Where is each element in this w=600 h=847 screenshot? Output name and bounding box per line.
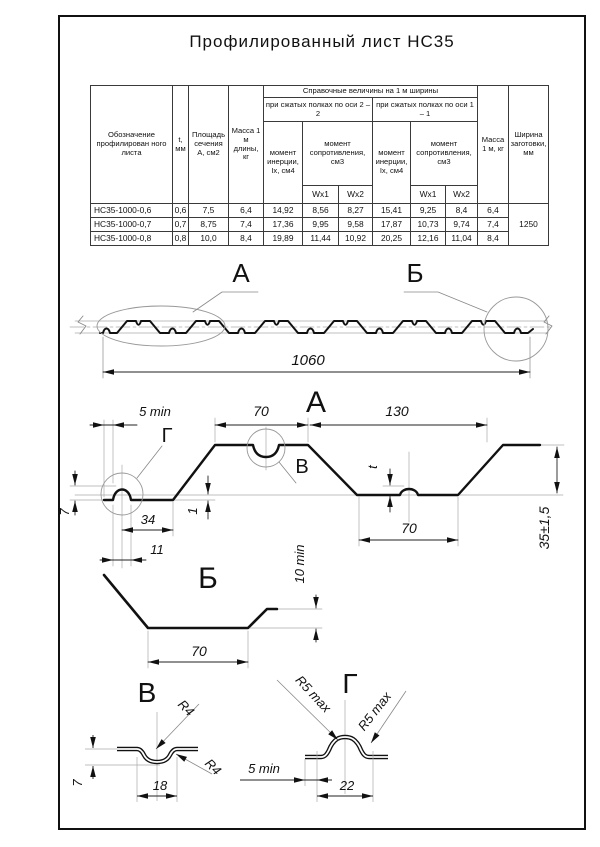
table-cell: 8,4 xyxy=(229,232,264,246)
table-cell: 0,7 xyxy=(173,218,189,232)
table-cell: НС35-1000-0,6 xyxy=(91,204,173,218)
table-cell: 0,8 xyxy=(173,232,189,246)
dim-pitch: 130 xyxy=(385,403,409,419)
dim-bump-height: 7 xyxy=(57,508,72,516)
dim-edge-min: 5 min xyxy=(139,404,171,419)
table-cell: 6,4 xyxy=(229,204,264,218)
col-mass-length: Масса 1 м длины, кг xyxy=(229,86,264,204)
table-cell: 7,5 xyxy=(189,204,229,218)
dim-bottom-flange: 70 xyxy=(401,520,417,536)
table-cell: 12,16 xyxy=(411,232,446,246)
dim-34: 34 xyxy=(140,512,156,527)
section-a-title: А xyxy=(305,386,327,419)
dim-g-edge: 5 min xyxy=(248,761,280,776)
table-cell: 7,4 xyxy=(229,218,264,232)
table-cell: 0,6 xyxy=(173,204,189,218)
dim-offset-1: 1 xyxy=(185,507,200,515)
col-inertia-11: момент инерции, Ix, см4 xyxy=(373,122,411,204)
table-cell: 19,89 xyxy=(264,232,303,246)
table-cell: 7,4 xyxy=(478,218,509,232)
blank-width-cell: 1250 xyxy=(509,204,549,246)
table-cell: 8,27 xyxy=(339,204,373,218)
table-cell: 10,92 xyxy=(339,232,373,246)
dim-b-flange: 70 xyxy=(191,643,207,659)
table-cell: 15,41 xyxy=(373,204,411,218)
table-cell: 9,95 xyxy=(303,218,339,232)
callout-b-label: Б xyxy=(406,258,424,288)
section-a-ref-g: Г xyxy=(161,425,173,447)
table-cell: 10,0 xyxy=(189,232,229,246)
table-cell: 20,25 xyxy=(373,232,411,246)
col-wx1-11: Wx1 xyxy=(411,186,446,204)
col-inertia-22: момент инерции, Ix, см4 xyxy=(264,122,303,204)
dim-g-r1: R5 max xyxy=(292,672,335,716)
col-reference-span: Справочные величины на 1 м ширины xyxy=(264,86,478,98)
section-b-title: Б xyxy=(198,562,218,595)
col-area: Площадь сечения А, см2 xyxy=(189,86,229,204)
section-a-ref-v: В xyxy=(295,456,309,478)
col-mass: Масса 1 м, кг xyxy=(478,86,509,204)
section-a xyxy=(57,386,564,568)
dim-v-r1: R4 xyxy=(175,696,198,719)
table-cell: 8,56 xyxy=(303,204,339,218)
dim-lip-min: 10 min xyxy=(292,544,307,584)
table-cell: 17,87 xyxy=(373,218,411,232)
table-cell: 8,4 xyxy=(446,204,478,218)
dim-v-depth: 7 xyxy=(70,779,85,787)
col-wx1-22: Wx1 xyxy=(303,186,339,204)
detail-g-title: Г xyxy=(342,668,358,699)
dim-g-r2: R5 max xyxy=(354,688,395,734)
table-cell: 9,58 xyxy=(339,218,373,232)
dim-top-flange: 70 xyxy=(253,403,269,419)
col-wx2-22: Wx2 xyxy=(339,186,373,204)
table-cell: 14,92 xyxy=(264,204,303,218)
table-cell: 6,4 xyxy=(478,204,509,218)
col-axis-2-2: при сжатых полках по оси 2 – 2 xyxy=(264,98,373,122)
top-view xyxy=(70,258,552,378)
col-resist-11: момент сопротивления, см3 xyxy=(411,122,478,186)
detail-v xyxy=(70,677,224,802)
table-cell: 9,25 xyxy=(411,204,446,218)
table-cell: 11,44 xyxy=(303,232,339,246)
dim-total-width: 1060 xyxy=(291,352,325,369)
detail-g xyxy=(240,668,406,802)
dim-thickness-t: t xyxy=(365,465,380,469)
col-thickness: t, мм xyxy=(173,86,189,204)
dim-v-r2: R4 xyxy=(202,755,225,778)
callout-a-label: А xyxy=(232,258,250,288)
table-cell: НС35-1000-0,8 xyxy=(91,232,173,246)
dim-g-width: 22 xyxy=(339,778,355,793)
table-cell: 8,4 xyxy=(478,232,509,246)
table-cell: 10,73 xyxy=(411,218,446,232)
table-cell: НС35-1000-0,7 xyxy=(91,218,173,232)
col-blank-width: Ширина заготовки, мм xyxy=(509,86,549,204)
col-designation: Обозначение профилирован ного листа xyxy=(91,86,173,204)
col-wx2-11: Wx2 xyxy=(446,186,478,204)
detail-v-title: В xyxy=(137,677,157,708)
table-cell: 11,04 xyxy=(446,232,478,246)
col-resist-22: момент сопротивления, см3 xyxy=(303,122,373,186)
table-cell: 8,75 xyxy=(189,218,229,232)
col-axis-1-1: при сжатых полках по оси 1 – 1 xyxy=(373,98,478,122)
section-b xyxy=(104,544,322,668)
table-cell: 9,74 xyxy=(446,218,478,232)
dim-v-width: 18 xyxy=(152,778,168,793)
page-title: Профилированный лист НС35 xyxy=(189,32,455,51)
dim-height: 35±1,5 xyxy=(536,506,552,550)
table-cell: 17,36 xyxy=(264,218,303,232)
dim-bump-width: 11 xyxy=(150,542,164,557)
